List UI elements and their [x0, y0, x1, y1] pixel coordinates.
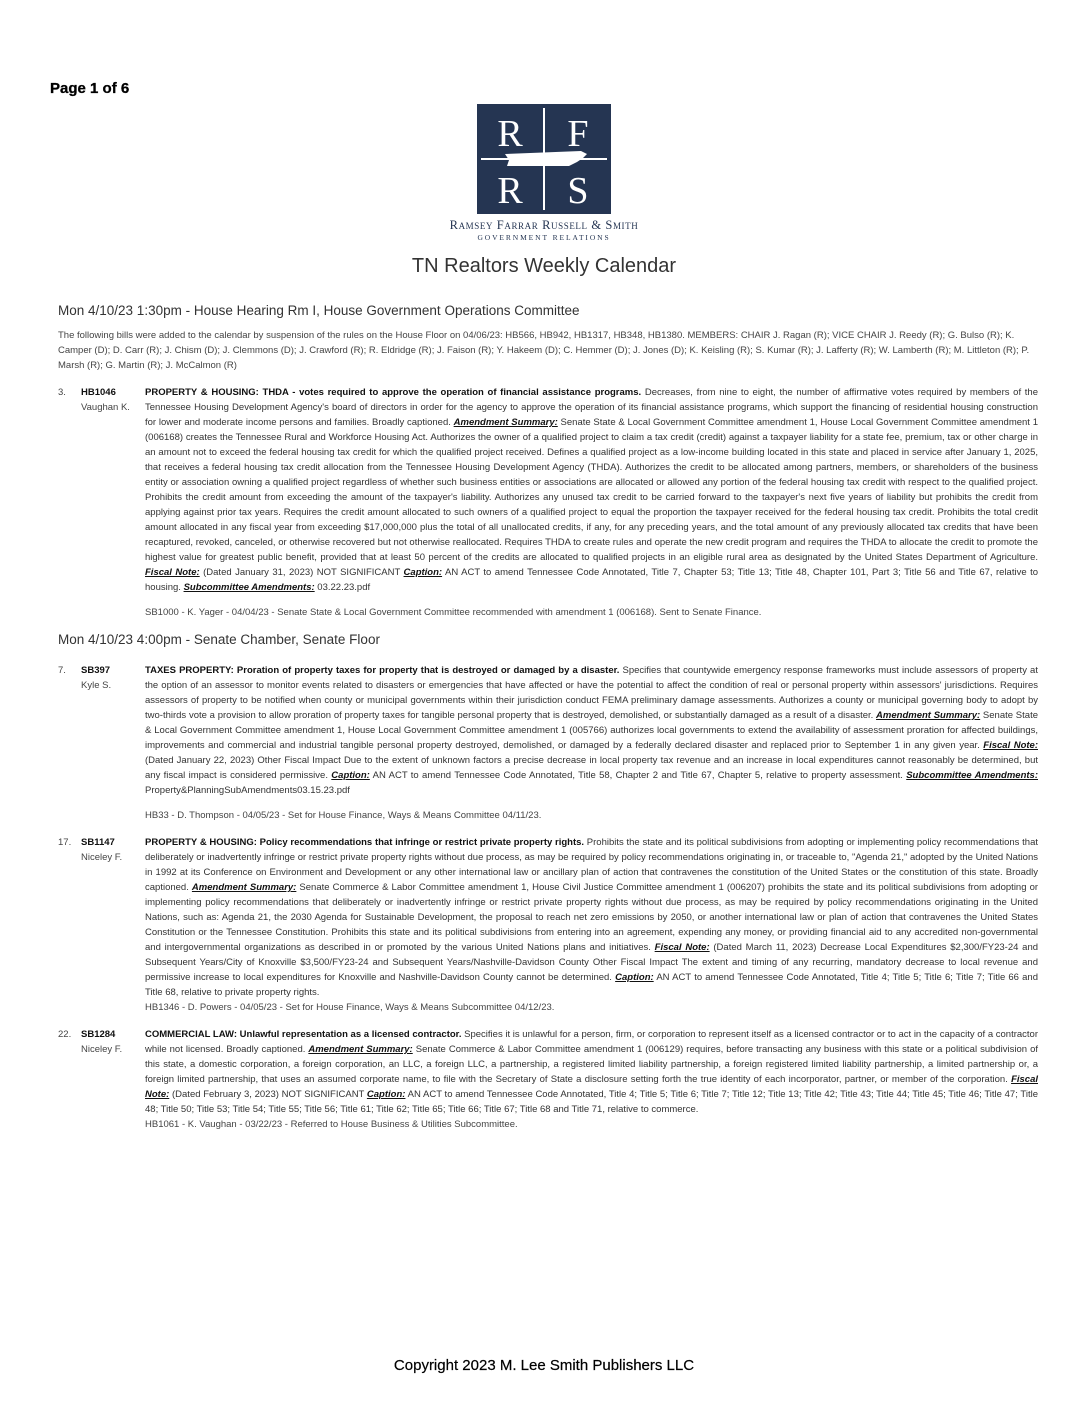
- amendment-summary-text: Senate State & Local Government Committee amendment 1, House Local Government Committee amendment 1 (005766) authorizes local governments to extend the availability of assessment proration for affected buildings, improvements and commercial and industrial tangible personal property destroyed, demolished, or damaged by a federally declared disaster and replaced prior to September 1 in any given year.: [145, 710, 1038, 751]
- caption-text: AN ACT to amend Tennessee Code Annotated, Title 58, Chapter 2 and Title 67, Chapter 5, relative to property assessment.: [369, 770, 907, 781]
- bill-code: SB397: [81, 665, 111, 676]
- subcommittee-amendments-label: Subcommittee Amendments:: [183, 582, 315, 593]
- bill-desc: Specifies it is unlawful for a person, firm, or corporation to represent itself as a licensed contractor or to act in the capacity of a contractor while not licensed. Broadly captioned.: [145, 1029, 1038, 1055]
- caption-text: AN ACT to amend Tennessee Code Annotated, Title 4; Title 5; Title 6; Title 7; Title 66 and Title 68, relative to private property rights.: [145, 972, 1038, 998]
- bill-code: SB1147: [81, 837, 115, 848]
- logo-letter-f: F: [567, 113, 589, 155]
- bill-number: 3.: [58, 387, 66, 398]
- amendment-summary-label: Amendment Summary:: [191, 882, 297, 893]
- bill-desc: Decreases, from nine to eight, the number of affirmative votes required by members of the Tennessee Housing Development Agency's board of directors in order for the agency to approve the operation of its financial assistance programs, which support the financing of residential housing construction for lower and moderate income persons and families. Broadly captioned.: [145, 387, 1038, 428]
- bill-description: [145, 1027, 1038, 1117]
- logo-letter-s: S: [567, 170, 589, 212]
- fiscal-note-text: (Dated March 11, 2023) Decrease Local Expenditures $2,300/FY23-24 and Subsequent Years/City of Knoxville $3,500/FY23-24 and Subsequent Years/Nashville-Davidson County Other Fiscal Impact The extent and timing of any recurring, mandatory decrease to local revenue and permissive increase to local expenditures for Knoxville and Nashville-Davidson County cannot be determined.: [145, 942, 1039, 983]
- bill-code: HB1046: [81, 387, 116, 398]
- copyright-footer: Copyright 2023 M. Lee Smith Publishers LLC: [393, 1357, 695, 1374]
- bill-entry: [58, 835, 1038, 1000]
- amendment-summary-label: Amendment Summary:: [453, 417, 558, 428]
- companion-bill-status: SB1000 - K. Yager - 04/04/23 - Senate State & Local Government Committee recommended with amendment 1 (006168). Sent to Senate Finance.: [145, 607, 762, 618]
- fiscal-note-label: Fiscal Note:: [983, 740, 1038, 751]
- bill-entry: [58, 1027, 1038, 1117]
- caption-label: Caption:: [331, 770, 370, 781]
- bill-number: 17.: [58, 837, 72, 848]
- fiscal-note-label: Fiscal Note:: [654, 942, 710, 953]
- subcommittee-amendments-label: Subcommittee Amendments:: [906, 770, 1038, 781]
- bill-number: 7.: [58, 665, 66, 676]
- caption-label: Caption:: [615, 972, 654, 983]
- amendment-summary-text: Senate Commerce & Labor Committee amendment 1, House Civil Justice Committee amendment 1 (006207) prohibits the state and its political subdivisions from adopting or implementing policy recommendations that deliberately or inadvertently infringe or restrict private property rights without due process, as may be required by policy recommendations originating in the United Nations, such as: Agenda 21, the 2030 Agenda for Sustainable Development, the proposal to reach net zero emissions by 2050, or another international law or plan of action that contravenes the United States Constitution or the Tennessee Constitution. Prohibits this state and its political subdivisions from entering into an agreement, expending any money, or providing financial aid to any accredited non-governmental and intergovernmental organizations as described in or promoted by the various United Nations plans and initiatives.: [145, 882, 1039, 953]
- bill-title: PROPERTY & HOUSING: THDA - votes required to approve the operation of financial assistance programs.: [145, 387, 642, 398]
- bill-description: [145, 663, 1038, 798]
- bill-identifier: [81, 663, 145, 798]
- bill-sponsor: Vaughan K.: [81, 402, 130, 413]
- firm-logo: [420, 104, 668, 242]
- bill-code: SB1284: [81, 1029, 116, 1040]
- caption-label: Caption:: [403, 567, 443, 578]
- session-heading: Mon 4/10/23 4:00pm - Senate Chamber, Senate Floor: [58, 632, 380, 647]
- session-heading: Mon 4/10/23 1:30pm - House Hearing Rm I, House Government Operations Committee: [58, 303, 580, 318]
- bill-description: [145, 385, 1038, 595]
- bill-sponsor: Niceley F.: [81, 1044, 123, 1055]
- amendment-summary-label: Amendment Summary:: [876, 710, 981, 721]
- bill-sponsor: Kyle S.: [81, 680, 112, 691]
- bill-title: COMMERCIAL LAW: Unlawful representation as a licensed contractor.: [145, 1029, 462, 1040]
- amendment-summary-label: Amendment Summary:: [308, 1044, 413, 1055]
- logo-letter-r2: R: [497, 170, 523, 212]
- rfrs-monogram-logo: [477, 104, 611, 214]
- bill-desc: Prohibits the state and its political subdivisions from adopting or implementing policy recommendations that deliberately or inadvertently infringe or restrict private property rights without due process, as may be required by policy recommendations originating in, or traceable to, "Agenda 21," adopted by the United Nations in 1992 at its Conference on Environment and Development or any other international law or ancillary plan of action that contravenes the constitution of the United States or the constitution of this state. Broadly captioned.: [145, 837, 1038, 893]
- calendar-content: [58, 303, 1038, 1132]
- bill-identifier: [81, 385, 145, 595]
- bill-title: TAXES PROPERTY: Proration of property taxes for property that is destroyed or damaged by a disaster.: [145, 665, 620, 676]
- fiscal-note-text: (Dated February 3, 2023) NOT SIGNIFICANT: [169, 1089, 367, 1100]
- bill-desc: Specifies that countywide emergency response frameworks must include assessors of property at the option of an assessor to monitor events related to disasters or emergencies that have affected or have the potential to affect the condition of real or personal property within assessors' jurisdictions. Requires assessors of property to be notified when county or municipal governments within their jurisdiction conduct FEMA preliminary damage assessments. Authorizes a county or municipal governing body to adopt by two-thirds vote a provision to allow proration of property taxes for tangible personal property that is destroyed, demolished, or substantially damaged as a result of a disaster.: [145, 665, 1038, 721]
- bill-identifier: [81, 1027, 145, 1117]
- bill-entry: [58, 385, 1038, 595]
- logo-letter-r1: R: [497, 113, 523, 155]
- firm-name: Ramsey Farrar Russell & Smith: [449, 218, 639, 232]
- subcommittee-amendments-link[interactable]: Property&PlanningSubAmendments03.15.23.pdf: [145, 785, 350, 796]
- bill-sponsor: Niceley F.: [81, 852, 123, 863]
- firm-subtitle: GOVERNMENT RELATIONS: [477, 233, 611, 242]
- fiscal-note-text: (Dated January 22, 2023) Other Fiscal Impact Due to the extent of unknown factors a precise decrease in local property tax revenue and an increase in local expenditures cannot reasonably be determined, but any fiscal impact is considered permissive.: [145, 755, 1038, 781]
- amendment-summary-text: Senate State & Local Government Committee amendment 1, House Local Government Committee amendment 1 (006168) creates the Tennessee Rural and Workforce Housing Act. Authorizes the owner of a qualified project to claim a tax credit (credit) against a taxpayer liability for a state fee, premium, tax or other charge in an amount not to exceed the federal housing tax credit for which the qualified project received. Defines a qualified project as a low-income building located in this state and placed in service after January 1, 2025, that receives a federal housing tax credit allocation from the Tennessee Housing Development Agency (THDA). Authorizes the credit to be allocated among partners, members, or shareholders of the business entity or association owning a qualified project regardless of whether such business entities or associations are allocated or allowed any portion of the federal housing tax credit with respect to the qualified project. Prohibits the credit amount from exceeding the amount of the taxpayer's liability. Authorizes any unused tax credit to be carried forward to the taxpayer's next five years of liability but prohibits the credit from applying against prior tax years. Requires the credit amount allocated to such owners of a qualified project to equal the proportion the taxpayer received for the federal housing tax credit. Prohibits the total credit amount allocated in any fiscal year from exceeding $17,000,000 plus the total of all unallocated credits, if any, for any preceding years, and the total amount of any previously allocated tax credits that have been recaptured, revoked, canceled, or otherwise recovered but not otherwise reallocated. Requires THDA to create rules and operate the new credit program and requires the THDA to allocate the credit to promote the highest value for greatest public benefit, provided that at least 50 percent of the credits are allocated to qualified projects in an eligible rural area as designated by the United States Department of Agriculture.: [145, 417, 1038, 563]
- fiscal-note-label: Fiscal Note:: [145, 567, 200, 578]
- bill-description: [145, 835, 1038, 1000]
- bill-identifier: [81, 835, 145, 1000]
- fiscal-note-label: Fiscal Note:: [145, 1074, 1038, 1100]
- subcommittee-amendments-link[interactable]: 03.22.23.pdf: [314, 582, 371, 593]
- session-note: The following bills were added to the calendar by suspension of the rules on the House Floor on 04/06/23: HB566, HB942, HB1317, HB348, HB1380. MEMBERS: CHAIR J. Ragan (R); VICE CHAIR J. Reedy (R); G. Bulso (R); K. Camper (D); D. Carr (R); J. Chism (D); J. Clemmons (D); J. Crawford (R); R. Eldridge (R); J. Faison (R); Y. Hakeem (D); C. Hemmer (D); J. Jones (D); K. Keisling (R); S. Kumar (R); J. Lafferty (R); W. Lamberth (R); M. Littleton (R); P. Marsh (R); G. Martin (R); J. McCalmon (R): [58, 330, 1030, 371]
- calendar-title: TN Realtors Weekly Calendar: [411, 255, 677, 277]
- caption-label: Caption:: [366, 1089, 406, 1100]
- bill-title: PROPERTY & HOUSING: Policy recommendations that infringe or restrict private property rights.: [145, 837, 585, 848]
- caption-text: AN ACT to amend Tennessee Code Annotated, Title 4; Title 5; Title 6; Title 7; Title 12; Title 13; Title 42; Title 43; Title 44; Title 45; Title 46; Title 47; Title 48; Title 50; Title 53; Title 54; Title 55; Title 56; Title 61; Title 62; Title 65; Title 66; Title 67; Title 68 and Title 71, relative to commerce.: [145, 1089, 1038, 1115]
- companion-bill-status: HB33 - D. Thompson - 04/05/23 - Set for House Finance, Ways & Means Committee 04/11/23.: [145, 810, 542, 821]
- caption-text: AN ACT to amend Tennessee Code Annotated, Title 7, Chapter 53; Title 13; Title 48, Chapter 101, Part 3; Title 56 and Title 67, relative to housing.: [145, 567, 1039, 593]
- companion-bill-status: HB1061 - K. Vaughan - 03/22/23 - Referred to House Business & Utilities Subcommittee.: [145, 1119, 518, 1130]
- amendment-summary-text: Senate Commerce & Labor Committee amendment 1 (006129) requires, before transacting any business with this state or a political subdivision of this state, a domestic corporation, a foreign corporation, an LLC, a foreign LLC, a partnership, a registered limited liability partnership, a foreign registered limited liability partnership, a limited partnership or, a foreign limited partnership, that uses an assumed corporate name, to file with the Secretary of State a disclosure setting forth the true identity of each incorporator, partner, or member of the corporation.: [145, 1044, 1038, 1085]
- companion-bill-status: HB1346 - D. Powers - 04/05/23 - Set for House Finance, Ways & Means Subcommittee 04/12/23.: [145, 1002, 555, 1013]
- fiscal-note-text: (Dated January 31, 2023) NOT SIGNIFICANT: [199, 567, 404, 578]
- page-number-label: Page 1 of 6: [50, 80, 130, 97]
- bill-entry: [58, 663, 1038, 798]
- bill-number: 22.: [58, 1029, 72, 1040]
